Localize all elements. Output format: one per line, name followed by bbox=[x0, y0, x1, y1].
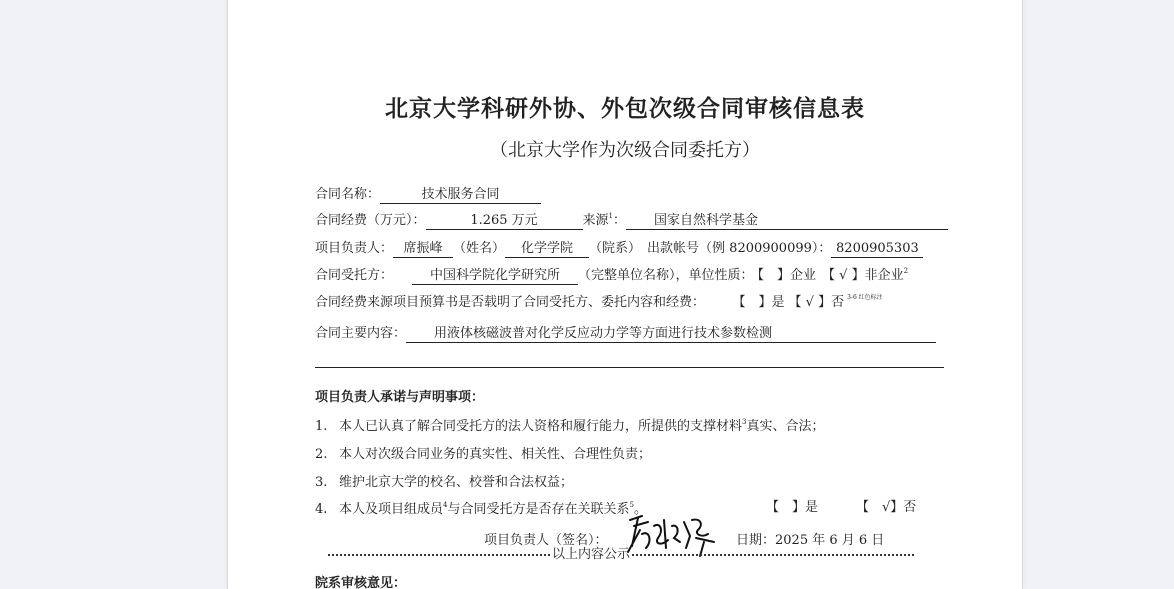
leader-label: 项目负责人： bbox=[315, 241, 394, 256]
document-page bbox=[228, 0, 1022, 589]
budget-note: 3-6 红色标注 bbox=[847, 294, 883, 301]
leader-row bbox=[315, 237, 923, 258]
contractee-opt-nonenterprise: 【 √ 】非企业 bbox=[822, 268, 904, 283]
main-content-row bbox=[315, 322, 936, 343]
dotted-line-right bbox=[632, 548, 914, 556]
page-title: 北京大学科研外协、外包次级合同审核信息表 bbox=[385, 95, 865, 122]
contract-name-value: 技术服务合同 bbox=[380, 187, 541, 204]
main-content-label: 合同主要内容： bbox=[315, 326, 407, 341]
contractee-opt-enterprise: 【 】企业 bbox=[757, 268, 817, 283]
budget-no: 【 √ 】否 bbox=[788, 295, 845, 310]
source-label: 来源 bbox=[582, 213, 609, 228]
budget-question-row bbox=[315, 291, 883, 310]
leader-name: 席振峰 bbox=[393, 241, 453, 258]
commit-item-4: 4. 本人及项目组成员$^4$与合同受托方是否存在关联关系$^5$。 bbox=[315, 501, 647, 517]
commit-item-3: 3. 维护北京大学的校名、校誉和合法权益； bbox=[315, 475, 574, 490]
account-value: 8200905303 bbox=[831, 241, 923, 258]
budget-question-text: 合同经费来源项目预算书是否载明了合同受托方、委托内容和经费： bbox=[315, 295, 706, 310]
source-sup: 1 bbox=[608, 212, 613, 220]
item4-yes: 【 】是 bbox=[766, 500, 819, 515]
commit-item-1: 1. 本人已认真了解合同受托方的法人资格和履行能力，所提供的支撑材料$^3$真实、合法； bbox=[315, 418, 825, 434]
leader-dept: 化学学院 bbox=[505, 241, 589, 258]
sign-label: 项目负责人（签名）： bbox=[484, 533, 608, 548]
commit-item-2: 2. 本人对次级合同业务的真实性、相关性、合理性负责； bbox=[315, 447, 652, 462]
account-label: 出款帐号（例 8200900099）： bbox=[647, 241, 832, 256]
contractee-sup: 2 bbox=[903, 267, 909, 275]
public-text: 以上内容公示 bbox=[552, 546, 631, 562]
source-value: 国家自然科学基金 bbox=[626, 213, 948, 230]
contract-name-row bbox=[315, 183, 541, 204]
main-content-value: 用液体核磁波普对化学反应动力学等方面进行技术参数检测 bbox=[406, 326, 936, 343]
contractee-row bbox=[315, 264, 908, 285]
contract-name-label: 合同名称： bbox=[315, 187, 381, 202]
leader-dept-suffix: （院系） bbox=[589, 241, 642, 256]
main-content-second-line bbox=[315, 367, 944, 368]
funding-row bbox=[315, 209, 948, 230]
leader-name-suffix: （姓名） bbox=[453, 241, 506, 256]
item4-no: 【 √】否 bbox=[856, 500, 917, 515]
page-subtitle: （北京大学作为次级合同委托方） bbox=[490, 140, 760, 161]
commit-heading: 项目负责人承诺与声明事项： bbox=[315, 390, 485, 405]
dept-review-label: 院系审核意见： bbox=[315, 576, 407, 589]
source-colon: ： bbox=[613, 213, 627, 228]
budget-yes: 【 】是 bbox=[739, 295, 785, 310]
sign-date: 日期：2025 年 6 月 6 日 bbox=[736, 533, 885, 548]
contractee-value: 中国科学院化学研究所 bbox=[412, 268, 578, 285]
contractee-suffix: （完整单位名称），单位性质： bbox=[578, 268, 754, 283]
dotted-line-left bbox=[328, 548, 550, 556]
contractee-label: 合同受托方： bbox=[315, 268, 394, 283]
funding-value: 1.265 万元 bbox=[426, 213, 583, 230]
funding-label: 合同经费（万元）： bbox=[315, 213, 426, 228]
public-divider bbox=[328, 545, 914, 562]
